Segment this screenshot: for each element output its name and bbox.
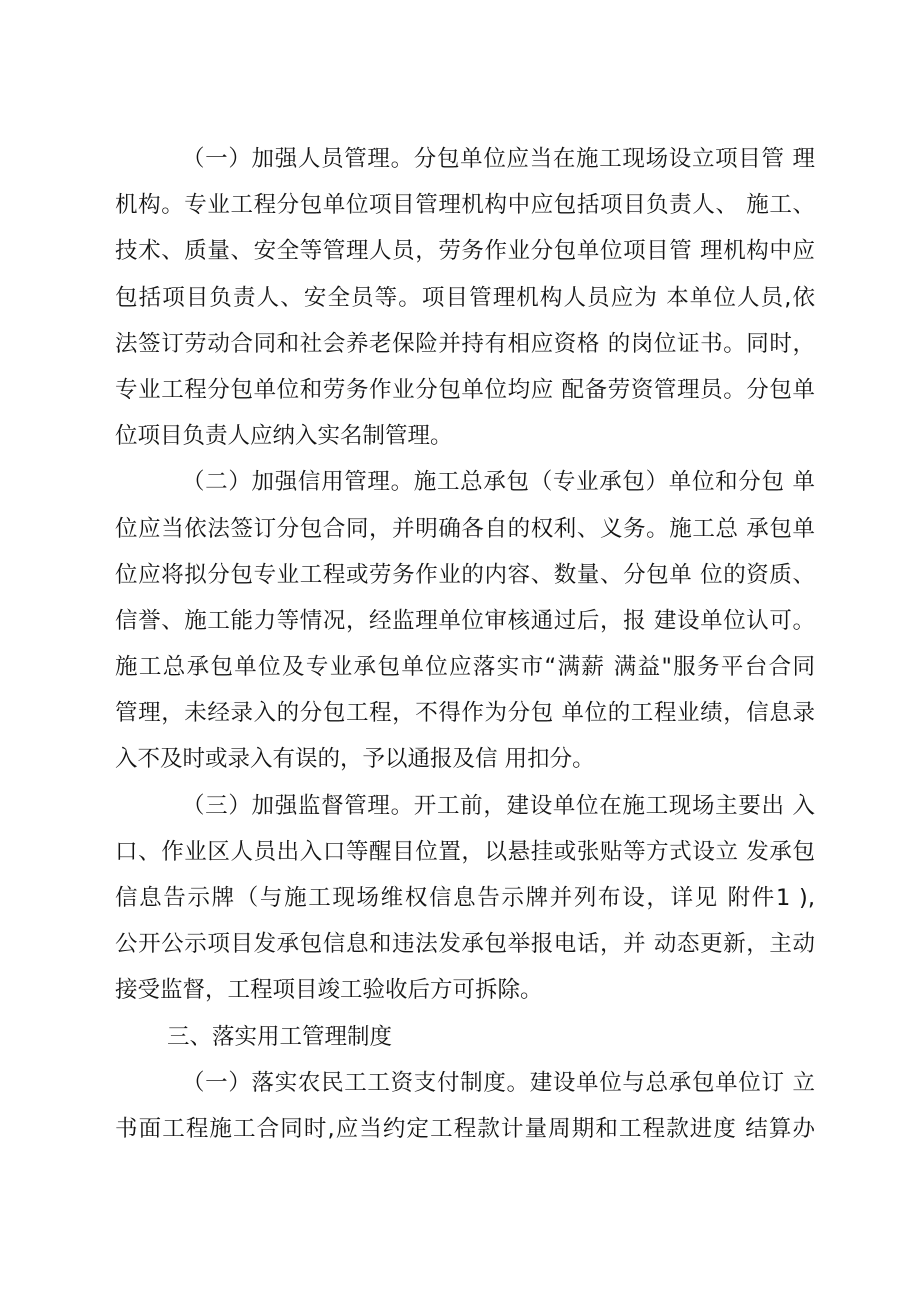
paragraph-3-line-5: 接受监督，工程项目竣工验收后方可拆除。 <box>115 977 543 1004</box>
paragraph-3-line-2: 口、作业区人员出入口等醒目位置，以悬挂或张贴等方式设立 发承包 <box>115 838 815 865</box>
paragraph-1-line-7: 位项目负责人应纳入实名制管理。 <box>115 423 453 450</box>
section-heading: 三、落实用工管理制度 <box>167 1023 393 1050</box>
paragraph-1-line-3: 技术、质量、安全等管理人员，劳务作业分包单位项目管 理机构中应 <box>115 238 815 265</box>
paragraph-2-line-2: 位应当依法签订分包合同，并明确各自的权利、义务。施工总 承包单 <box>115 515 815 542</box>
paragraph-4-line-2: 书面工程施工合同时,应当约定工程款计量周期和工程款进度 结算办 <box>115 1115 815 1142</box>
paragraph-3-line-4: 公开公示项目发承包信息和违法发承包举报电话，并 动态更新，主动 <box>115 931 815 958</box>
paragraph-1-line-5: 法签订劳动合同和社会养老保险并持有相应资格 的岗位证书。同时， <box>115 330 815 357</box>
paragraph-2-line-5: 施工总承包单位及专业承包单位应落实市“满薪 满益"服务平台合同 <box>115 654 815 681</box>
paragraph-2-line-1: （二）加强信用管理。施工总承包（专业承包）单位和分包 单 <box>182 469 815 496</box>
paragraph-2-line-7: 入不及时或录入有误的，予以通报及信 用扣分。 <box>115 746 595 773</box>
paragraph-1-line-1: （一）加强人员管理。分包单位应当在施工现场设立项目管 理 <box>182 146 815 172</box>
paragraph-3-line-3: 信息告示牌（与施工现场维权信息告示牌并列布设，详见 附件1 ), <box>115 885 815 911</box>
body-text <box>115 136 815 1152</box>
paragraph-4-line-1: （一）落实农民工工资支付制度。建设单位与总承包单位订 立 <box>182 1069 815 1096</box>
paragraph-1-line-2: 机构。专业工程分包单位项目管理机构中应包括项目负责人、 施工、 <box>115 192 815 219</box>
paragraph-2-line-4: 信誉、施工能力等情况，经监理单位审核通过后，报 建设单位认可。 <box>115 607 815 634</box>
paragraph-2-line-6: 管理，未经录入的分包工程，不得作为分包 单位的工程业绩，信息录 <box>115 700 815 727</box>
paragraph-1-line-4: 包括项目负责人、安全员等。项目管理机构人员应为 本单位人员,依 <box>115 284 815 311</box>
paragraph-1-line-6: 专业工程分包单位和劳务作业分包单位均应 配备劳资管理员。分包单 <box>115 376 815 403</box>
paragraph-3-line-1: （三）加强监督管理。开工前，建设单位在施工现场主要出 入 <box>182 792 815 819</box>
paragraph-2-line-3: 位应将拟分包专业工程或劳务作业的内容、数量、分包单 位的资质、 <box>115 561 815 588</box>
